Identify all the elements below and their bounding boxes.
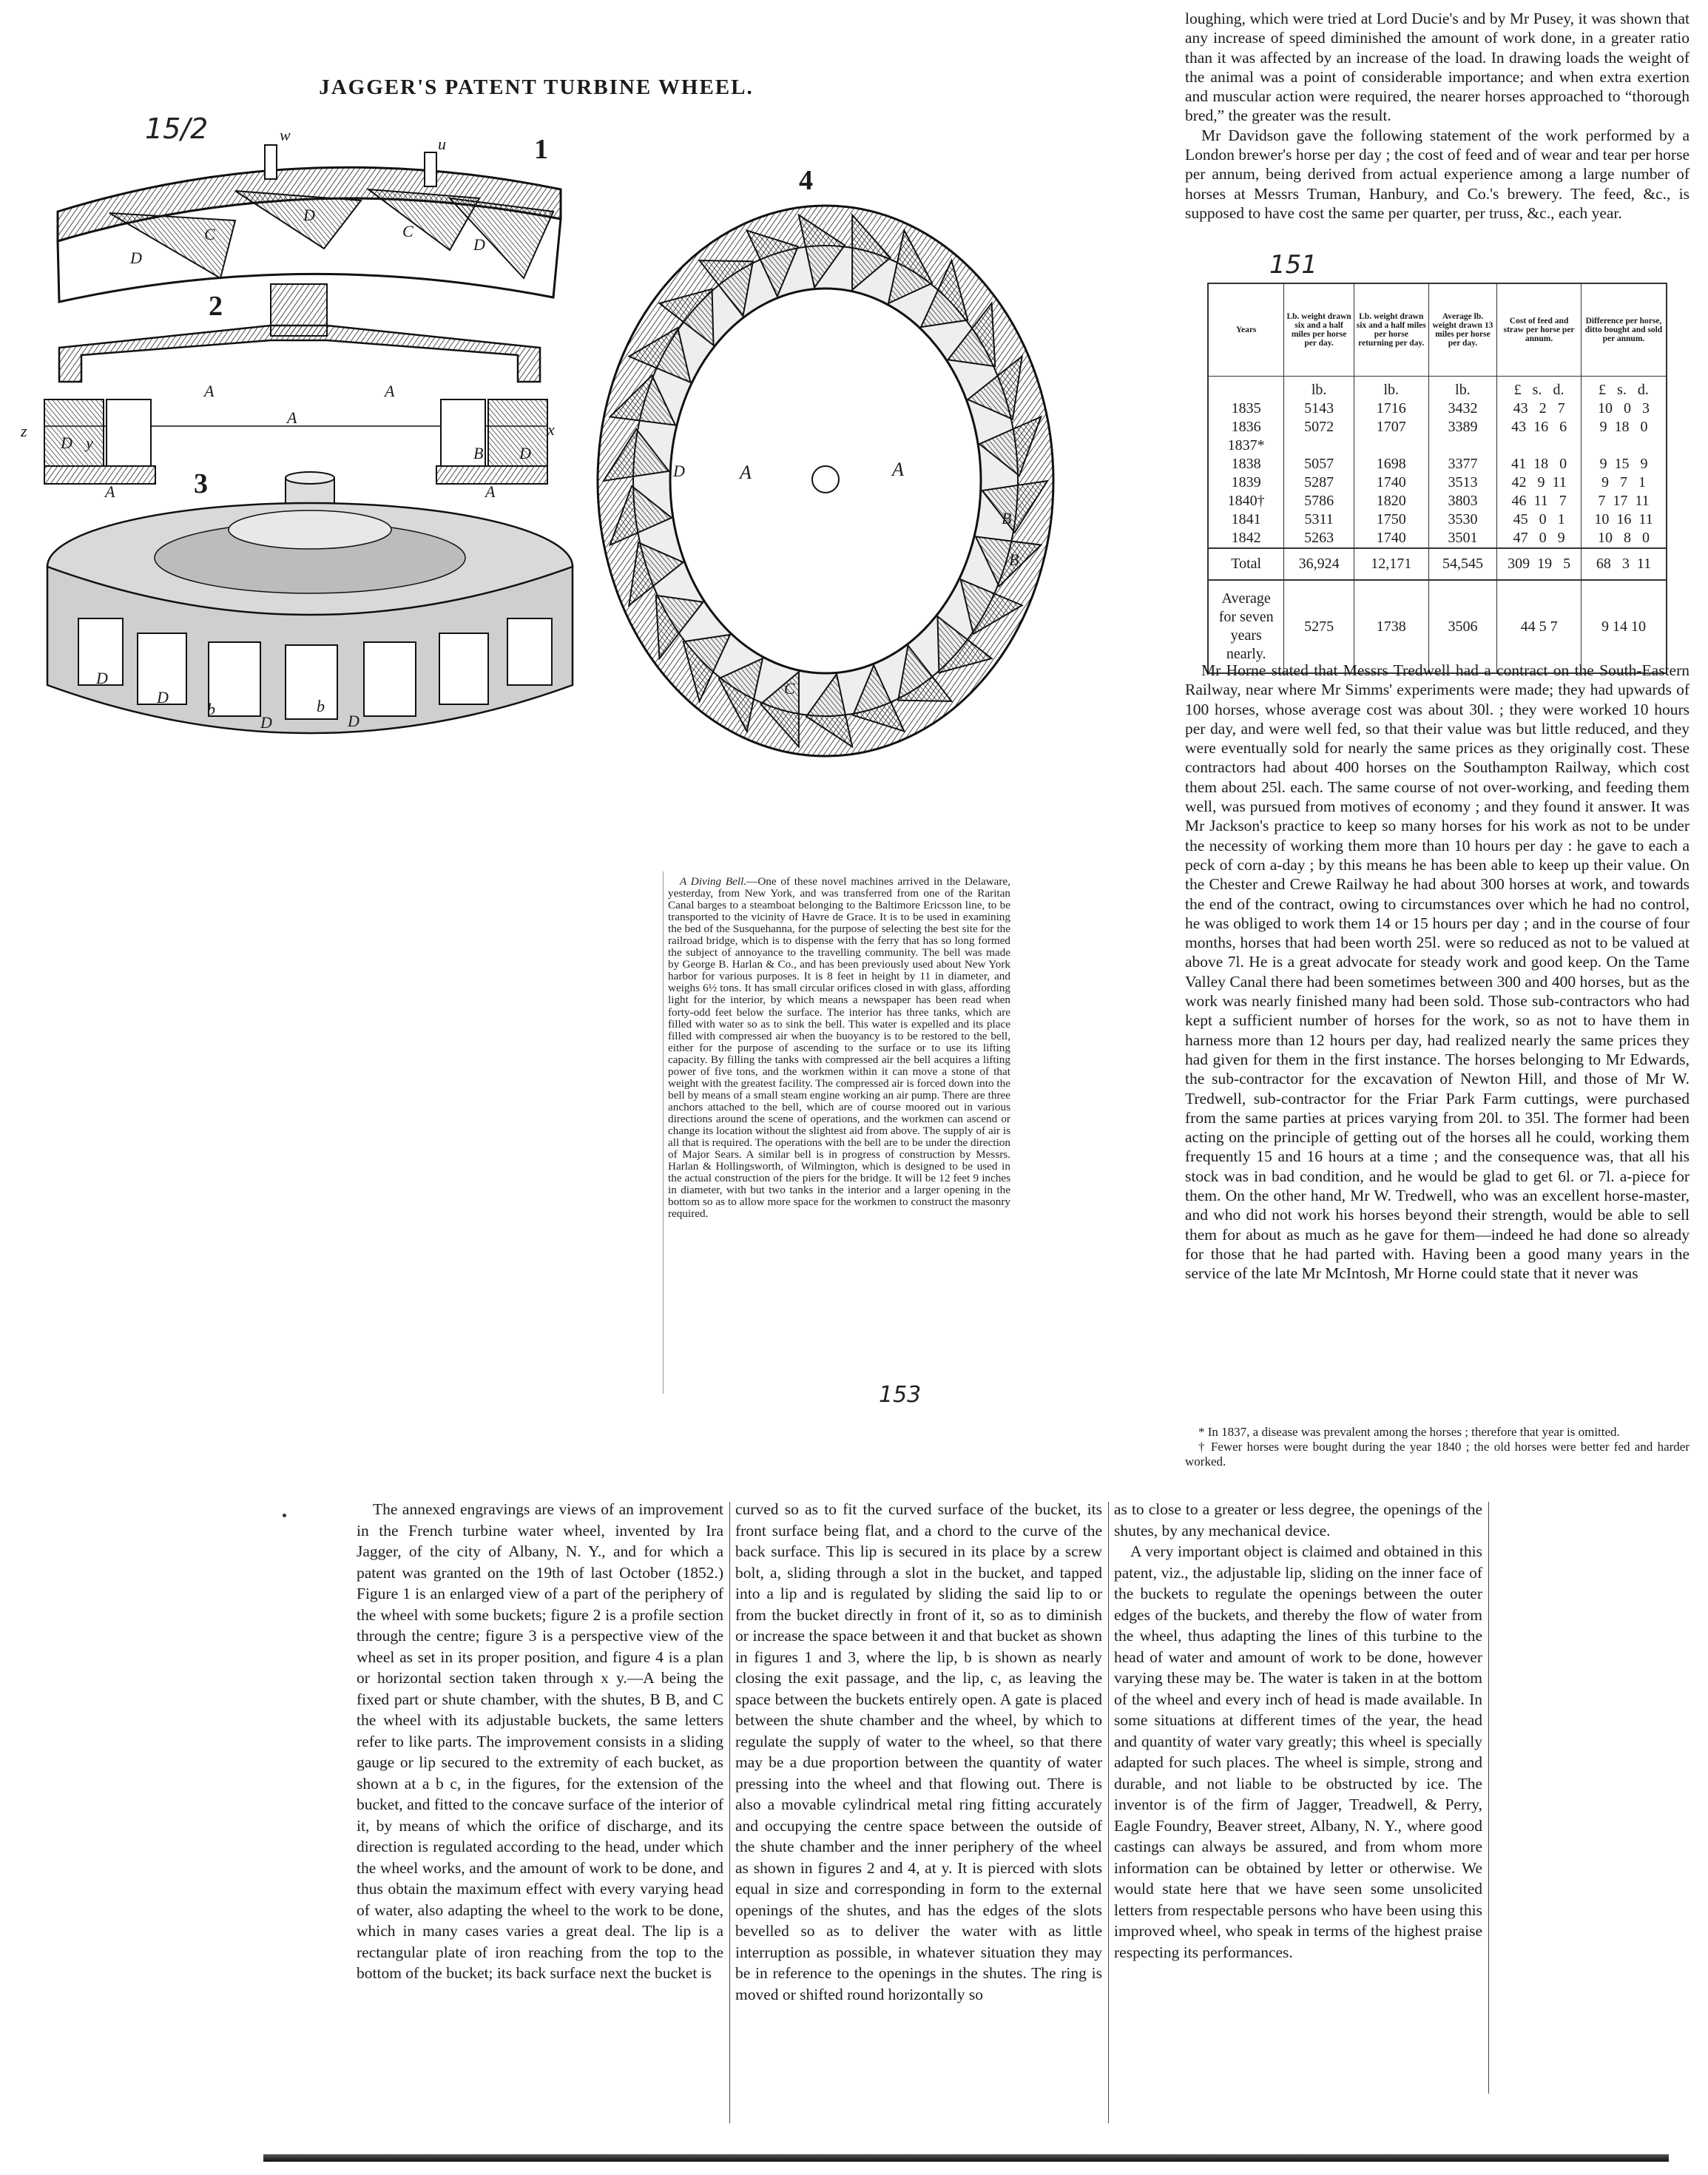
column-rule: [1108, 1502, 1109, 2123]
table-cell: 10 8 0: [1581, 529, 1667, 548]
table-cell: 1820: [1354, 492, 1428, 510]
table-cell: 3513: [1428, 473, 1497, 492]
table-cell: 9 14 10: [1581, 580, 1667, 673]
fig2-letter: y: [86, 434, 93, 452]
table-cell: 1841: [1208, 510, 1284, 529]
table-header: Lb. weight drawn six and a half miles per horse per day.: [1284, 283, 1354, 377]
fig1-letter: D: [130, 249, 142, 267]
fig4-letter: B: [1009, 550, 1019, 569]
table-cell: 5263: [1284, 529, 1354, 548]
table-cell: 43 2 7: [1497, 399, 1582, 418]
table-cell: lb.: [1354, 377, 1428, 400]
table-cell: 9 7 1: [1581, 473, 1667, 492]
table-cell: [1354, 436, 1428, 455]
clipping-headline: A Diving Bell.: [680, 875, 747, 888]
table-cell: 5275: [1284, 580, 1354, 673]
table-header-row: [1208, 283, 1667, 377]
table-row: [1208, 455, 1667, 473]
table-cell: 1740: [1354, 529, 1428, 548]
table-cell: [1428, 436, 1497, 455]
table-row: [1208, 399, 1667, 418]
fig4-letter: B: [1002, 509, 1012, 527]
table-cell: 3432: [1428, 399, 1497, 418]
table-cell: 43 16 6: [1497, 418, 1582, 436]
table-header: Lb. weight drawn six and a half miles per horse returning per day.: [1354, 283, 1428, 377]
figure-number-2: 2: [209, 291, 223, 322]
table-cell: 1836: [1208, 418, 1284, 436]
footnote: † Fewer horses were bought during the year 1840 ; the old horses were better fed and harder worked.: [1185, 1440, 1690, 1468]
fig2-letter: D: [61, 434, 72, 452]
fig4-letter: A: [892, 459, 904, 480]
table-cell: 5057: [1284, 455, 1354, 473]
table-cell: 5287: [1284, 473, 1354, 492]
figure-4-plan-section: [589, 200, 1062, 766]
table-cell: 10 16 11: [1581, 510, 1667, 529]
table-cell: 3530: [1428, 510, 1497, 529]
engraving-title: JAGGER'S PATENT TURBINE WHEEL.: [319, 75, 754, 99]
paragraph: curved so as to fit the curved surface of the bucket, its front surface being flat, and a chord to the curve of the back surface. This lip is secured in its place by a screw bolt, a, sliding through a slot in the bucket, and tapped into a lip and is regulated by sliding the said lip to or from the bucket directly in front of it, so as to diminish or increase the space between it and that bucket as shown in figures 1 and 3, where the lip, b is shown as nearly closing the exit passage, and the lip, c, as leaving the space between the buckets entirely open. A gate is placed between the shute chamber and the wheel, by which to regulate the supply of water to the wheel, so that there may be a due proportion between the quantity of water pressing into the wheel and that flowing out. There is also a movable cylindrical metal ring fitting accurately and occupying the centre space between the outside of the shute chamber and the inner periphery of the wheel as shown in figures 2 and 4, at y. It is pierced with slots equal in size and corresponding in form to the external openings of the shutes, and has the edges of the slots bevelled so as to deliver the water with as little interruption as possible, in whatever situation they may be in reference to the openings in the shutes. The ring is moved or shifted round horizontally so: [735, 1500, 1102, 2003]
table-cell: 54,545: [1428, 548, 1497, 580]
table-cell: 1840†: [1208, 492, 1284, 510]
table-row: [1208, 436, 1667, 455]
fig1-letter: D: [303, 206, 315, 224]
table-cell: 36,924: [1284, 548, 1354, 580]
figure-2-profile-section: [30, 281, 562, 496]
figure-number-1: 1: [534, 134, 548, 165]
fig2-letter: A: [385, 382, 395, 400]
table-cell: 10 0 3: [1581, 399, 1667, 418]
table-cell: 5143: [1284, 399, 1354, 418]
handwritten-note-15-2: 15/2: [145, 112, 209, 145]
table-cell: lb.: [1428, 377, 1497, 400]
fig3-letter: D: [260, 713, 272, 732]
table-cell: £ s. d.: [1581, 377, 1667, 400]
paragraph: The annexed engravings are views of an improvement in the French turbine water wheel, invented by Ira Jagger, of the city of Albany, N. Y., and for which a patent was granted on the 19th of last October (1852.) Figure 1 is an enlarged view of a part of the periphery of the wheel with some buckets; figure 2 is a profile section through the centre; figure 3 is a perspective view of the wheel as set in its proper position, and figure 4 is a plan or horizontal section taken through x y.—A being the fixed part or shute chamber, with the shutes, B B, and C the wheel with its adjustable buckets, the same letters refer to like parts. The improvement consists in a sliding gauge or lip secured to the extremity of each bucket, as shown at a b c, in the figures, for the extension of the bucket, and fitted to the concave surface of the interior of it, by means of which the orifice of discharge, and its direction is regulated according to the head, under which the wheel works, and the amount of work to be done, and thus obtain the maximum effect with every varying head of water, also adapting the wheel to the work to be done, which in many cases varies a great deal. The lip is a rectangular plate of iron reaching from the top to the bottom of the bucket; its back surface next the bucket is: [357, 1500, 723, 1982]
paragraph: as to close to a greater or less degree, the openings of the shutes, by any mechanical device.: [1114, 1500, 1482, 1540]
fig2-letter: A: [287, 408, 297, 427]
handwritten-note-153: 153: [879, 1382, 922, 1408]
horse-article-body: [1185, 661, 1690, 1284]
fig3-letter: D: [157, 688, 169, 707]
fig2-letter: z: [21, 422, 27, 440]
table-cell: 41 18 0: [1497, 455, 1582, 473]
table-cell: 1838: [1208, 455, 1284, 473]
paragraph: loughing, which were tried at Lord Ducie's and by Mr Pusey, it was shown that any increase of speed diminished the amount of work done, in a greater ratio than it was affected by an increase of the load. In drawing loads the weight of the animal was a point of considerable importance; and when extra exertion and muscular action were required, the nearer horses approached to “thorough bred,” the greater was the result.: [1185, 10, 1690, 125]
table-cell: Average for seven years nearly.: [1208, 580, 1284, 673]
table-header: Cost of feed and straw per horse per annum.: [1497, 283, 1582, 377]
diving-bell-clipping: [663, 871, 1013, 1394]
table-cell: 1707: [1354, 418, 1428, 436]
table-header: Average lb. weight drawn 13 miles per horse per day.: [1428, 283, 1497, 377]
table-row: [1208, 529, 1667, 548]
paragraph: A very important object is claimed and obtained in this patent, viz., the adjustable lip, sliding on the inner face of the buckets to regulate the openings between the outer edges of the buckets, and thereby the flow of water from the wheel, thus adapting the lines of this turbine to the head of water and amount of work to be done, however varying these may be. The water is taken in at the bottom of the wheel and every inch of head is made available. In some situations at different times of the year, the head and quantity of water vary greatly; this wheel is specially adapted for such places. The wheel is simple, strong and durable, and not liable to be obstructed by ice. The inventor is of the firm of Jagger, Treadwell, & Perry, Eagle Foundry, Beaver street, Albany, N. Y., where good castings can always be assured, and from whom more information can be obtained by letter or otherwise. We would state here that we have seen some unsolicited letters from respectable persons who have been using this improved wheel, who speak in terms of the highest praise respecting its performances.: [1114, 1542, 1482, 1961]
table-row: [1208, 492, 1667, 510]
table-cell: 5311: [1284, 510, 1354, 529]
table-cell: [1497, 436, 1582, 455]
table-row: [1208, 510, 1667, 529]
table-cell: 1750: [1354, 510, 1428, 529]
table-cell: 1835: [1208, 399, 1284, 418]
horse-cost-table: [1207, 283, 1667, 674]
table-cell: 1716: [1354, 399, 1428, 418]
fig2-letter: A: [485, 482, 496, 501]
table-cell: 1740: [1354, 473, 1428, 492]
fig1-letter: w: [280, 126, 291, 144]
table-cell: 1839: [1208, 473, 1284, 492]
table-row: [1208, 418, 1667, 436]
table-cell: 1738: [1354, 580, 1428, 673]
table-cell: 309 19 5: [1497, 548, 1582, 580]
table-cell: 1698: [1354, 455, 1428, 473]
article-column-1: [357, 1499, 723, 1984]
paragraph: Mr Horne stated that Messrs Tredwell had a contract on the South-Eastern Railway, near where Mr Simms' experiments were made; they had upwards of 100 horses, whose average cost was about 30l. ; they were worked 10 hours per day, and were well fed, so that their value was but little reduced, and they were eventually sold for nearly the same prices as they originally cost. These contractors had about 400 horses on the Southampton Railway, which cost them about 25l. each. The same course of not over-working, and feeding them well, was pursued from motives of economy ; and they found it answer. It was Mr Jackson's practice to keep so many horses for his work as not to be under the necessity of working them more than 10 hours per day : he gave to each a peck of corn a-day ; by this means he has been able to keep up their value. On the Chester and Crewe Railway he had about 300 horses at work, and towards the end of the contract, owing to circumstances over which he had no control, he was obliged to work them 14 or 15 hours per day ; and in the course of four months, horses that had been worth 25l. were so reduced as not to be valued at above 7l. He is a great advocate for steady work and good keep. On the Tame Valley Canal there had been sometimes between 300 and 400 horses, but as the work was nearly finished many had been sold. Those sub-contractors who had kept a sufficient number of horses for the work, so as not to have them in harness more than 12 hours per day, had realized nearly the same prices they had given for them in the first instance. The horses belonging to Mr Edwards, the sub-contractor for the excavation of Newton Hill, and those of Mr W. Tredwell, sub-contractor for the Friar Park Farm cuttings, were purchased from the same parties at prices varying from 20l. to 35l. The former had been acting on the principle of getting out of the horses all he could, working them frequently 15 and 16 hours at a time ; and the consequence was, that all his stock was in bad condition, and he would be glad to get 6l. or 7l. a-piece for them. On the other hand, Mr W. Tredwell, who was an excellent horse-master, and who did not work his horses beyond their strength, would be able to sell them for about as much as he gave for them—indeed he had done so already for those that he had parted with. Having been a good many years in the service of the late Mr McIntosh, Mr Horne could state that it never was: [1185, 661, 1690, 1283]
fig1-letter: C: [204, 225, 215, 243]
table-header: Years: [1208, 283, 1284, 377]
table-cell: 45 0 1: [1497, 510, 1582, 529]
table-cell: [1284, 436, 1354, 455]
article-column-2: [735, 1499, 1102, 2005]
table-cell: 42 9 11: [1497, 473, 1582, 492]
table-cell: 1837*: [1208, 436, 1284, 455]
table-row: [1208, 580, 1667, 673]
fig3-letter: D: [348, 712, 360, 730]
fig4-letter: A: [740, 462, 752, 483]
table-cell: [1208, 377, 1284, 400]
fig4-letter: C: [784, 679, 795, 698]
article-column-3: [1114, 1499, 1482, 1963]
fig4-letter: D: [673, 462, 685, 480]
horse-article-intro: [1185, 9, 1690, 223]
figure-number-3: 3: [194, 468, 208, 499]
table-cell: £ s. d.: [1497, 377, 1582, 400]
table-cell: 9 18 0: [1581, 418, 1667, 436]
fig2-letter: A: [105, 482, 115, 501]
table-cell: Total: [1208, 548, 1284, 580]
footnote: * In 1837, a disease was prevalent among the horses ; therefore that year is omitted.: [1198, 1425, 1620, 1439]
fig2-letter: A: [204, 382, 215, 400]
table-cell: 3389: [1428, 418, 1497, 436]
table-cell: 3506: [1428, 580, 1497, 673]
table-footnotes: [1185, 1425, 1690, 1469]
fig3-letter: b: [207, 700, 215, 718]
fig1-letter: u: [438, 135, 446, 153]
table-cell: 3803: [1428, 492, 1497, 510]
clipping-body: —One of these novel machines arrived in the Delaware, yesterday, from New York, and was transferred from one of the Raritan Canal barges to a steamboat belonging to the Baltimore Ericsson line, to be transported to the vicinity of Havre de Grace. It is to be used in examining the bed of the Susquehanna, for the purpose of selecting the best site for the railroad bridge, which is to dispense with the ferry that has so long formed the subject of annoyance to the travelling community. The bell was made by George B. Harlan & Co., and has been previously used about New York harbor for various purposes. It is 8 feet in height by 11 in diameter, and weighs 6½ tons. It has small circular orifices closed in with glass, affording light for the interior, by which means a newspaper has been read when forty-odd feet below the surface. The interior has three tanks, which are filled with water so as to sink the bell. This water is expelled and its place filled with compressed air when the buoyancy is to be restored to the bell, either for the purpose of ascending to the surface or to use its lifting capacity. By filling the tanks with compressed air the bell acquires a lifting power of five tons, and the workmen within it can move a stone of that weight with the greatest facility. The compressed air is forced down into the bell by means of a small steam engine working an air pump. There are three anchors attached to the bell, which are of course moored out in various directions around the scene of operations, and the workmen can ascend or change its location without the slightest aid from above. The supply of air is all that is required. The operations with the bell are to be under the direction of Major Sears. A similar bell is in progress of construction by Messrs. Harlan & Hollingsworth, of Wilmington, which is designed to be used in the actual construction of the piers for the bridge. It will be 12 feet 9 inches in diameter, with but two tanks in the interior and a larger opening in the bottom so as to allow more space for the workmen to construct the masonry required.: [668, 875, 1011, 1221]
table-row: [1208, 548, 1667, 580]
figure-number-4: 4: [799, 165, 813, 196]
table-header: Difference per horse, ditto bought and sold per annum.: [1581, 283, 1667, 377]
table-cell: 12,171: [1354, 548, 1428, 580]
table-cell: 9 15 9: [1581, 455, 1667, 473]
table-cell: 1842: [1208, 529, 1284, 548]
stray-mark: [283, 1514, 286, 1517]
fig1-letter: C: [402, 222, 414, 240]
fig3-letter: b: [317, 697, 325, 715]
column-rule: [1488, 1502, 1489, 2094]
fig1-letter: D: [473, 235, 485, 254]
table-cell: 47 0 9: [1497, 529, 1582, 548]
table-cell: 5786: [1284, 492, 1354, 510]
handwritten-note-151: 151: [1269, 250, 1317, 280]
table-cell: 44 5 7: [1497, 580, 1582, 673]
fig2-letter: x: [547, 420, 555, 439]
table-cell: [1581, 436, 1667, 455]
fig2-letter: D: [519, 444, 531, 462]
fig3-letter: D: [96, 669, 108, 687]
paragraph: Mr Davidson gave the following statement of the work performed by a London brewer's horse per day ; the cost of feed and of wear and tear per horse per annum, being derived from actual experience among a large number of horses at Messrs Truman, Hanbury, and Co.'s brewery. The feed, &c., is supposed to have cost the same per quarter, per truss, &c., each year.: [1185, 126, 1690, 222]
table-cell: 3501: [1428, 529, 1497, 548]
table-cell: 5072: [1284, 418, 1354, 436]
figure-3-perspective-wheel: [34, 471, 574, 774]
table-cell: 7 17 11: [1581, 492, 1667, 510]
fig2-letter: B: [473, 444, 484, 462]
table-cell: 68 3 11: [1581, 548, 1667, 580]
column-rule: [729, 1502, 730, 2123]
table-cell: 3377: [1428, 455, 1497, 473]
table-row: [1208, 377, 1667, 400]
table-cell: 46 11 7: [1497, 492, 1582, 510]
page-bottom-bar: [263, 2154, 1669, 2162]
table-row: [1208, 473, 1667, 492]
table-cell: lb.: [1284, 377, 1354, 400]
